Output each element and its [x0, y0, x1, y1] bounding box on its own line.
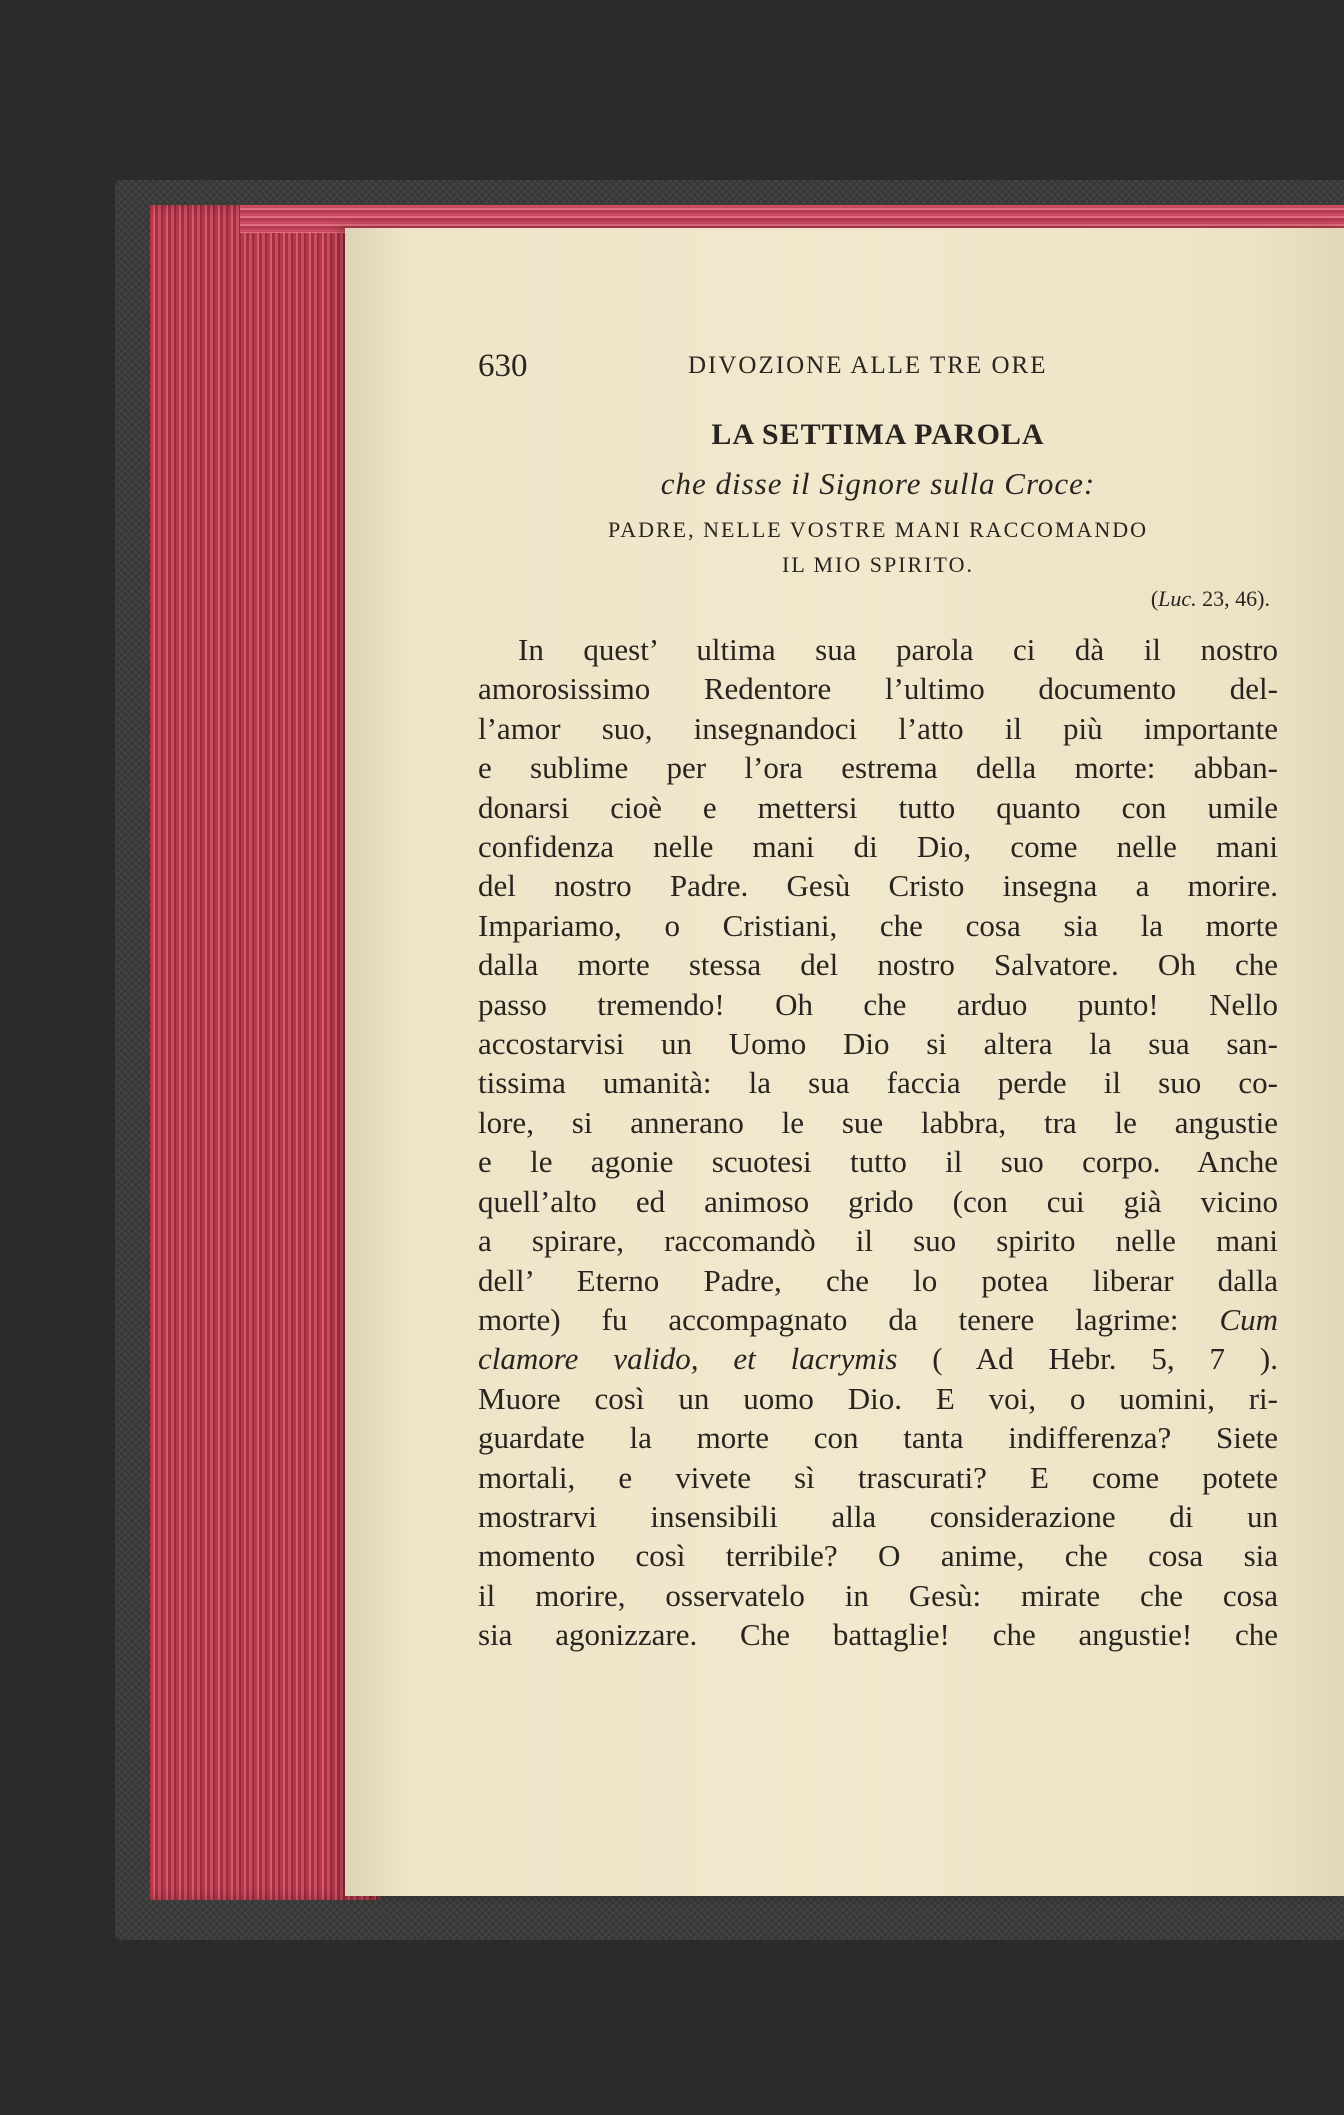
body-line: mortali, e vivete sì trascurati? E come potete [478, 1459, 1278, 1495]
citation [478, 586, 1278, 612]
book-page [345, 228, 1344, 1896]
page-number: 630 [478, 348, 528, 384]
body-line: guardate la morte con tanta indifferenza? Siete [478, 1420, 1278, 1456]
citation-ref: 23, 46). [1196, 586, 1270, 611]
body-line: l’amor suo, insegnandoci l’atto il più importante [478, 710, 1278, 746]
latin-reference: ( Ad Hebr. 5, 7 ). [897, 1341, 1278, 1377]
quote-line: PADRE, NELLE VOSTRE MANI RACCOMANDO [608, 517, 1148, 542]
citation-open: ( [1150, 586, 1159, 611]
page-content [478, 348, 1278, 1655]
body-line: lore, si annerano le sue labbra, tra le angustie [478, 1104, 1278, 1140]
body-line: confidenza nelle mani di Dio, come nelle mani [478, 829, 1278, 865]
section-subheading: che disse il Signore sulla Croce: [660, 466, 1096, 501]
body-line-with-latin [478, 1300, 1278, 1339]
running-title: DIVOZIONE ALLE TRE ORE [688, 352, 1048, 379]
body-text [478, 630, 1278, 1655]
scripture-quote [478, 512, 1278, 582]
body-line: a spirare, raccomandò il suo spirito nelle mani [478, 1223, 1278, 1259]
body-line: donarsi cioè e mettersi tutto quanto con umile [478, 789, 1278, 825]
latin-phrase-start: Cum [1219, 1301, 1279, 1337]
body-line: del nostro Padre. Gesù Cristo insegna a morire. [478, 868, 1278, 904]
body-line: amorosissimo Redentore l’ultimo documento del- [478, 671, 1278, 707]
latin-phrase: clamore valido, et lacrymis [478, 1341, 898, 1377]
body-line: e le agonie scuotesi tutto il suo corpo. Anche [478, 1144, 1278, 1180]
body-line: e sublime per l’ora estrema della morte: abban- [478, 750, 1278, 786]
body-line: quell’alto ed animoso grido (con cui già vicino [478, 1183, 1278, 1219]
body-line: mostrarvi insensibili alla considerazione di un [478, 1498, 1278, 1534]
body-line-text: morte) fu accompagnato da tenere lagrime: [478, 1301, 1179, 1337]
citation-book: Luc. [1158, 586, 1197, 611]
body-line: Impariamo, o Cristiani, che cosa sia la morte [478, 907, 1278, 943]
body-line: dalla morte stessa del nostro Salvatore. Oh che [478, 947, 1278, 983]
body-line: tissima umanità: la sua faccia perde il suo co- [478, 1065, 1278, 1101]
body-line: momento così terribile? O anime, che cosa sia [478, 1538, 1278, 1574]
running-head [478, 348, 1278, 388]
body-line-latin [478, 1339, 1278, 1378]
body-line: passo tremendo! Oh che arduo punto! Nello [478, 986, 1278, 1022]
quote-line: IL MIO SPIRITO. [782, 552, 974, 577]
section-heading: LA SETTIMA PAROLA [711, 418, 1045, 451]
body-line: il morire, osservatelo in Gesù: mirate che cosa [478, 1577, 1278, 1613]
body-line: In quest’ ultima sua parola ci dà il nostro [518, 632, 1278, 667]
body-line: sia agonizzare. Che battaglie! che angustie! che [478, 1617, 1278, 1653]
body-line: dell’ Eterno Padre, che lo potea liberar dalla [478, 1262, 1278, 1298]
body-line: Muore così un uomo Dio. E voi, o uomini, ri- [478, 1380, 1278, 1416]
body-line: accostarvisi un Uomo Dio si altera la sua san- [478, 1026, 1278, 1062]
